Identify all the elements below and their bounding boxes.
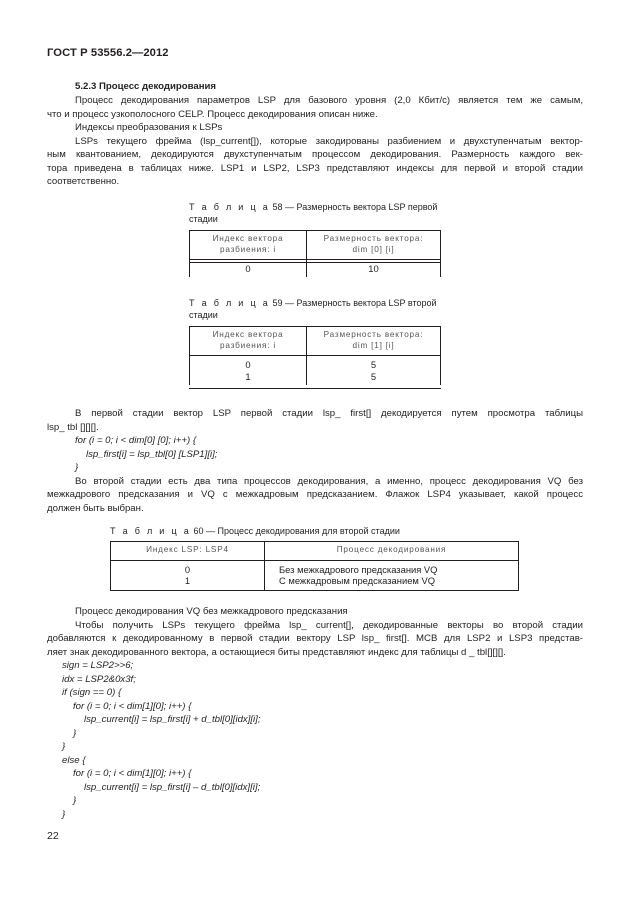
page-number: 22 (47, 830, 59, 842)
paragraph-line: Процесс декодирования параметров LSP для базового уровня (2,0 Кбит/с) является тем же самым, (75, 95, 583, 106)
code-line: else { (62, 754, 86, 766)
table-cell: Без межкадрового предсказания VQ (265, 560, 519, 575)
table-60-header-index: Индекс LSP: LSP4 (111, 542, 265, 561)
table-row (190, 371, 441, 386)
code-line: idx = LSP2&0x3f; (62, 673, 136, 685)
table-cell: 5 (307, 371, 441, 386)
table-row (111, 560, 519, 575)
table-58-caption-line2: стадии (189, 214, 218, 224)
paragraph-line: LSPs текущего фрейма (lsp_current[]), которые закодированы разбиением и двухступенчатым вектор- (75, 135, 583, 147)
code-line: lsp_current[i] = lsp_first[i] + d_tbl[0][idx][i]; (84, 714, 261, 725)
table-59-header-index: Индекс вектора разбиения: i (190, 327, 307, 356)
paragraph-line: Индексы преобразования к LSPs (75, 122, 223, 133)
code-line: for (i = 0; i < dim[1][0]; i++) { (73, 768, 192, 779)
table-cell: 10 (307, 260, 441, 277)
paragraph-line: что и процесс узкополосного CELP. Процесс декодирования описан ниже. (47, 108, 378, 120)
code-line: for (i = 0; i < dim[1][0]; i++) { (73, 700, 192, 712)
table-58-header-index: Индекс вектора разбиения: i (190, 231, 307, 260)
code-line: } (62, 808, 66, 820)
table-cell: 1 (111, 575, 265, 590)
paragraph-line: lsp_ tbl [][][]. (47, 421, 99, 433)
table-59 (189, 326, 441, 385)
paragraph-line: межкадрового предсказания и VQ с межкадровым предсказанием. Флажок LSP4 указывает, какой процесс (47, 489, 583, 500)
table-59-caption-line2: стадии (189, 310, 218, 320)
table-58-bottom-rule (189, 262, 441, 263)
paragraph-line: Процесс декодирования VQ без межкадрового предсказания (75, 606, 348, 617)
code-line: } (62, 741, 66, 752)
paragraph-line: соответственно. (47, 176, 120, 187)
paragraph-line: ляет знак декодированного вектора, а остающиеся биты представляют индекс для таблицы d _ tbl[][][]. (47, 646, 506, 658)
paragraph-line: В первой стадии вектор LSP первой стадии lsp_ first[] декодируется путем просмотра таблицы (75, 408, 583, 419)
document-header: ГОСТ Р 53556.2—2012 (47, 47, 169, 59)
table-60-bottom-rule (110, 590, 519, 591)
table-row (111, 575, 519, 590)
table-58-caption: Т а б л и ц а 58 — Размерность вектора LSP первой (189, 202, 438, 212)
paragraph-line: Чтобы получить LSPs текущего фрейма lsp_ current[], декодированные векторы во второй стадии (75, 619, 583, 631)
paragraph-line: добавляются к декодированному в первой стадии вектору LSP lsp_ first[]. MCB для LSP2 и LSP3 представ- (47, 633, 583, 644)
table-60-caption: Т а б л и ц а 60 — Процесс декодирования для второй стадии (110, 526, 400, 536)
code-line: } (73, 795, 77, 806)
code-line: lsp_first[i] = lsp_tbl[0] [LSP1][i]; (86, 448, 218, 460)
table-cell: 0 (190, 260, 307, 277)
table-cell: 5 (307, 356, 441, 371)
paragraph-line: должен быть выбран. (47, 502, 144, 514)
code-line: sign = LSP2>>6; (62, 660, 134, 671)
paragraph-line: тора приведена в таблицах ниже. LSP1 и LSP2, LSP3 представляют индексы для первой и второй стадии (47, 162, 583, 174)
table-cell: 0 (190, 356, 307, 371)
code-line: } (73, 727, 77, 739)
table-cell: С межкадровым предсказанием VQ (265, 575, 519, 590)
code-line: for (i = 0; i < dim[0] [0]; i++) { (75, 435, 197, 446)
table-60-header-process: Процесс декодирования (265, 542, 519, 561)
code-line: lsp_current[i] = lsp_first[i] – d_tbl[0][idx][i]; (84, 781, 261, 793)
table-59-bottom-rule (189, 388, 441, 389)
code-line: } (75, 462, 79, 473)
table-60 (110, 541, 519, 590)
table-59-caption: Т а б л и ц а 59 — Размерность вектора LSP второй (189, 298, 437, 308)
table-cell: 0 (111, 560, 265, 575)
table-59-header-dimension: Размерность вектора: dim [1] [i] (307, 327, 441, 356)
paragraph-line: ным квантованием, декодируются двухступенчатым процессом декодирования. Размерность каждого век- (47, 149, 583, 160)
table-58 (189, 230, 441, 277)
table-58-header-dimension: Размерность вектора: dim [0] [i] (307, 231, 441, 260)
table-cell: 1 (190, 371, 307, 386)
paragraph-line: Во второй стадии есть два типа процессов декодирования, а именно, процесс декодирования VQ без (75, 475, 583, 487)
section-title: 5.2.3 Процесс декодирования (75, 81, 217, 92)
table-row (190, 356, 441, 371)
code-line: if (sign == 0) { (62, 687, 122, 698)
